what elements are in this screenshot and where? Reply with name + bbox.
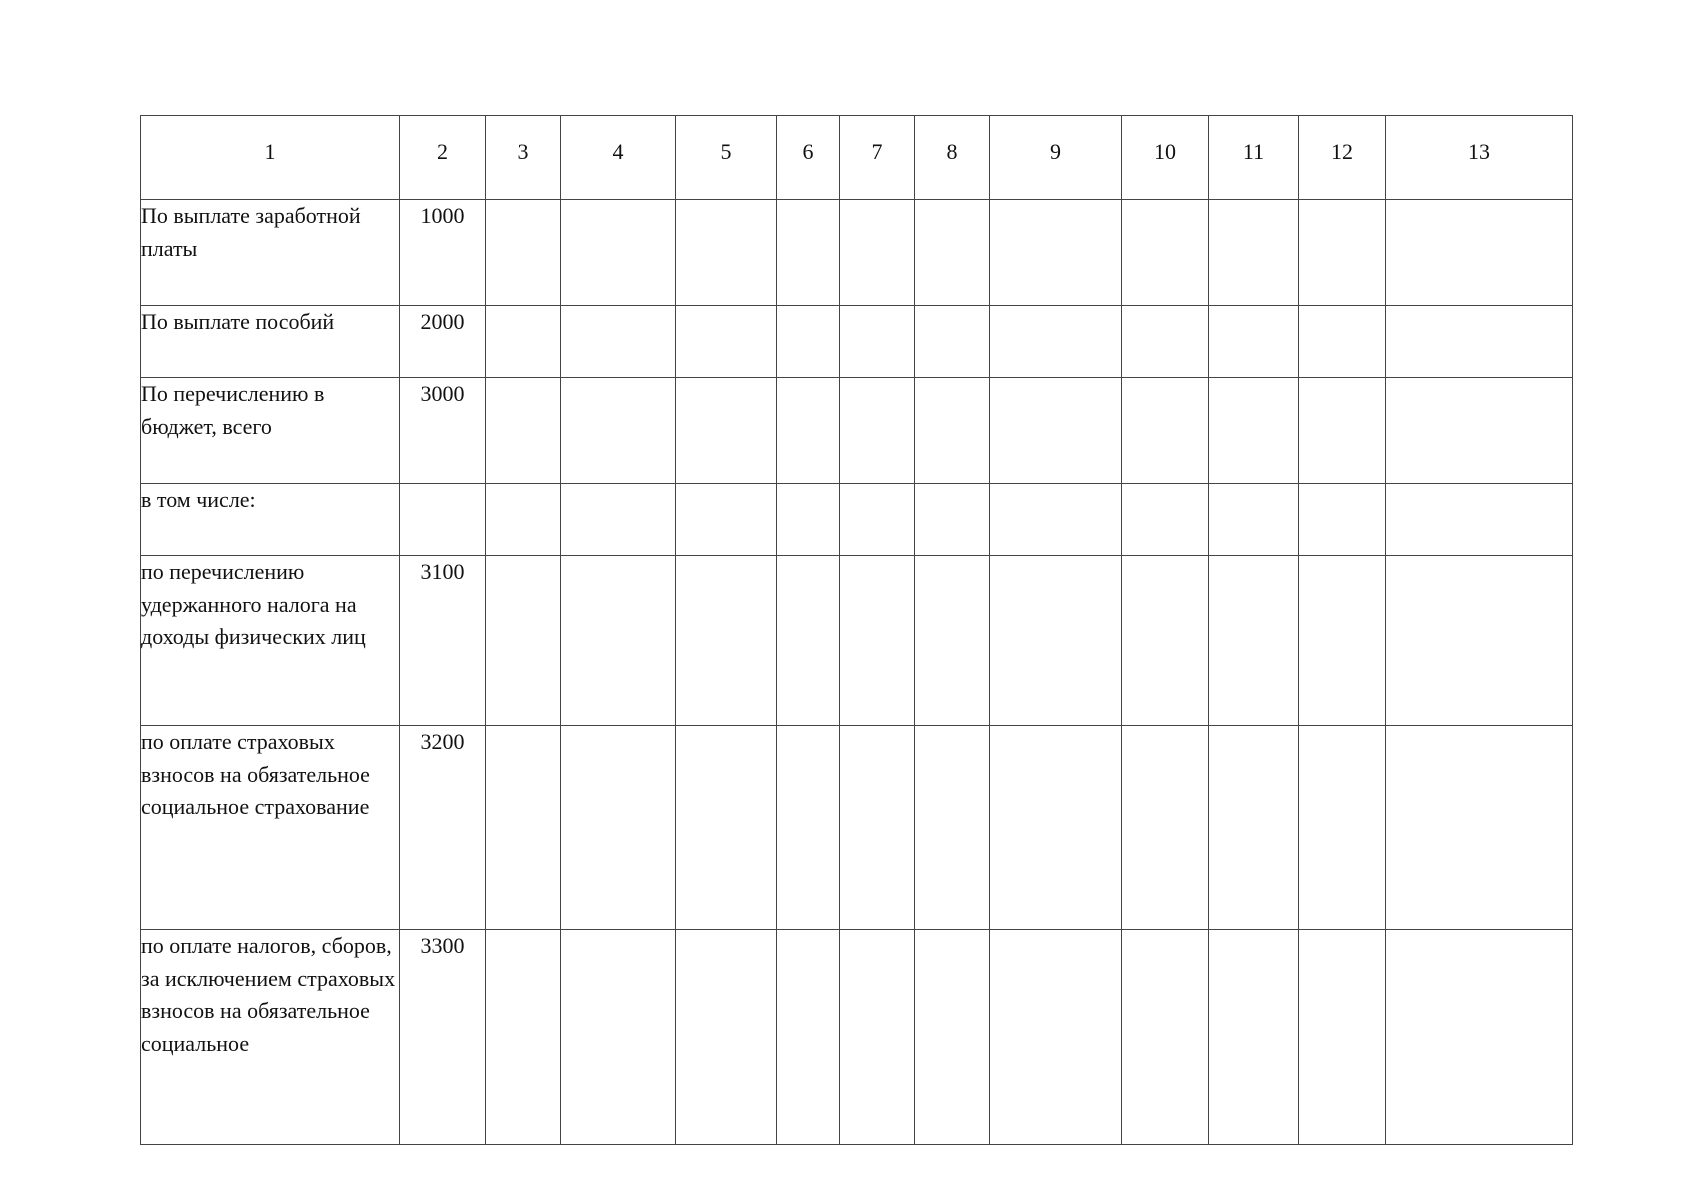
- column-header: 12: [1299, 116, 1386, 200]
- cash-flow-form-table: [140, 115, 1573, 1145]
- table-row: [141, 378, 1573, 484]
- column-header: 10: [1122, 116, 1209, 200]
- column-number-row: [141, 116, 1573, 200]
- row-label: в том числе:: [141, 484, 400, 556]
- row-label: по перечислению удержанного налога на доходы физических лиц: [141, 556, 400, 726]
- empty-cell: [840, 378, 915, 484]
- empty-cell: [990, 556, 1122, 726]
- empty-cell: [777, 306, 840, 378]
- empty-cell: [1209, 726, 1299, 930]
- column-header: 6: [777, 116, 840, 200]
- empty-cell: [1299, 306, 1386, 378]
- empty-cell: [840, 930, 915, 1145]
- empty-cell: [561, 306, 676, 378]
- empty-cell: [840, 306, 915, 378]
- empty-cell: [561, 484, 676, 556]
- empty-cell: [990, 726, 1122, 930]
- row-label: По перечислению в бюджет, всего: [141, 378, 400, 484]
- row-code: 3100: [400, 556, 486, 726]
- empty-cell: [1386, 378, 1573, 484]
- empty-cell: [1122, 930, 1209, 1145]
- empty-cell: [1386, 556, 1573, 726]
- empty-cell: [486, 378, 561, 484]
- row-code: 1000: [400, 200, 486, 306]
- empty-cell: [676, 484, 777, 556]
- empty-cell: [1299, 378, 1386, 484]
- column-header: 8: [915, 116, 990, 200]
- empty-cell: [1209, 930, 1299, 1145]
- empty-cell: [840, 726, 915, 930]
- empty-cell: [561, 378, 676, 484]
- table-row: [141, 484, 1573, 556]
- row-code: 2000: [400, 306, 486, 378]
- empty-cell: [1386, 726, 1573, 930]
- empty-cell: [990, 200, 1122, 306]
- empty-cell: [915, 378, 990, 484]
- column-header: 7: [840, 116, 915, 200]
- empty-cell: [1122, 484, 1209, 556]
- empty-cell: [561, 556, 676, 726]
- empty-cell: [1209, 306, 1299, 378]
- empty-cell: [777, 930, 840, 1145]
- table-row: [141, 306, 1573, 378]
- empty-cell: [1209, 378, 1299, 484]
- empty-cell: [1122, 200, 1209, 306]
- column-header: 1: [141, 116, 400, 200]
- empty-cell: [990, 930, 1122, 1145]
- column-header: 5: [676, 116, 777, 200]
- empty-cell: [777, 556, 840, 726]
- empty-cell: [915, 726, 990, 930]
- empty-cell: [486, 484, 561, 556]
- column-header: 4: [561, 116, 676, 200]
- row-code: 3000: [400, 378, 486, 484]
- empty-cell: [1122, 306, 1209, 378]
- empty-cell: [915, 200, 990, 306]
- empty-cell: [1299, 484, 1386, 556]
- empty-cell: [676, 378, 777, 484]
- table-row: [141, 726, 1573, 930]
- empty-cell: [990, 306, 1122, 378]
- column-header: 9: [990, 116, 1122, 200]
- column-header: 11: [1209, 116, 1299, 200]
- empty-cell: [1299, 726, 1386, 930]
- empty-cell: [676, 306, 777, 378]
- empty-cell: [1386, 200, 1573, 306]
- empty-cell: [1209, 200, 1299, 306]
- empty-cell: [840, 556, 915, 726]
- row-label: по оплате страховых взносов на обязательное социальное страхование: [141, 726, 400, 930]
- row-label: по оплате налогов, сборов, за исключением страховых взносов на обязательное социальное: [141, 930, 400, 1145]
- table-row: [141, 930, 1573, 1145]
- empty-cell: [777, 200, 840, 306]
- empty-cell: [915, 556, 990, 726]
- empty-cell: [676, 556, 777, 726]
- empty-cell: [676, 930, 777, 1145]
- empty-cell: [676, 726, 777, 930]
- empty-cell: [561, 726, 676, 930]
- column-header: 2: [400, 116, 486, 200]
- row-label: По выплате заработной платы: [141, 200, 400, 306]
- empty-cell: [561, 930, 676, 1145]
- empty-cell: [990, 484, 1122, 556]
- empty-cell: [915, 306, 990, 378]
- empty-cell: [990, 378, 1122, 484]
- empty-cell: [1122, 726, 1209, 930]
- row-code: 3200: [400, 726, 486, 930]
- empty-cell: [1386, 306, 1573, 378]
- empty-cell: [777, 726, 840, 930]
- row-label: По выплате пособий: [141, 306, 400, 378]
- empty-cell: [1386, 930, 1573, 1145]
- empty-cell: [486, 200, 561, 306]
- empty-cell: [1122, 378, 1209, 484]
- table-row: [141, 200, 1573, 306]
- table-row: [141, 556, 1573, 726]
- empty-cell: [486, 930, 561, 1145]
- empty-cell: [840, 484, 915, 556]
- column-header: 3: [486, 116, 561, 200]
- column-header: 13: [1386, 116, 1573, 200]
- empty-cell: [561, 200, 676, 306]
- empty-cell: [486, 726, 561, 930]
- empty-cell: [915, 930, 990, 1145]
- empty-cell: [486, 556, 561, 726]
- empty-cell: [1122, 556, 1209, 726]
- empty-cell: [1386, 484, 1573, 556]
- empty-cell: [1299, 556, 1386, 726]
- empty-cell: [840, 200, 915, 306]
- empty-cell: [915, 484, 990, 556]
- empty-cell: [777, 484, 840, 556]
- empty-cell: [1209, 484, 1299, 556]
- empty-cell: [777, 378, 840, 484]
- row-code: 3300: [400, 930, 486, 1145]
- empty-cell: [676, 200, 777, 306]
- empty-cell: [486, 306, 561, 378]
- row-code: [400, 484, 486, 556]
- empty-cell: [1209, 556, 1299, 726]
- empty-cell: [1299, 930, 1386, 1145]
- empty-cell: [1299, 200, 1386, 306]
